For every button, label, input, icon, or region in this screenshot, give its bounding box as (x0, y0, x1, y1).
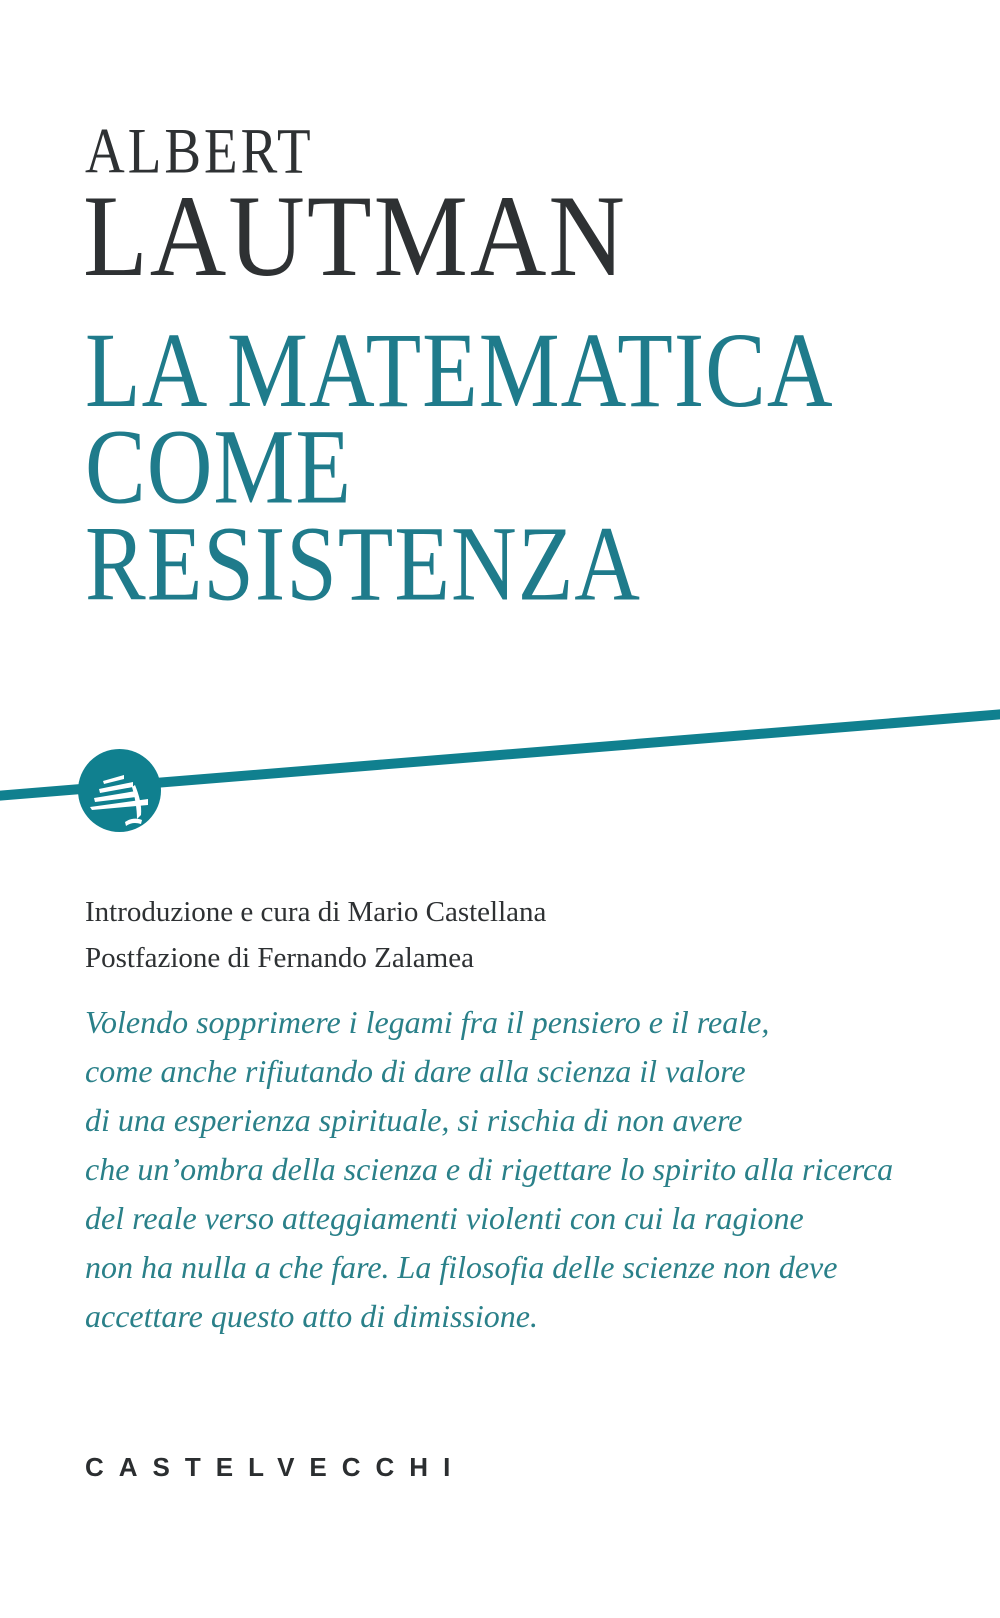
author-first-name: ALBERT (85, 114, 314, 187)
publisher-logo-badge (78, 749, 161, 832)
credits-block (85, 889, 546, 981)
quote-line-6: non ha nulla a che fare. La filosofia delle scienze non deve (85, 1249, 838, 1285)
title-line-2: COME (85, 406, 352, 527)
quote-line-1: Volendo sopprimere i legami fra il pensiero e il reale, (85, 1004, 770, 1040)
title-line-3: RESISTENZA (85, 503, 641, 623)
author-last-name: LAUTMAN (83, 171, 627, 301)
credit-line-introduction: Introduzione e cura di Mario Castellana (85, 896, 547, 928)
quote-line-5: del reale verso atteggiamenti violenti con cui la ragione (85, 1200, 804, 1236)
title-line-1: LA MATEMATICA (85, 310, 834, 430)
credit-line-afterword: Postfazione di Fernando Zalamea (85, 942, 474, 974)
quote-line-3: di una esperienza spirituale, si rischia di non avere (85, 1102, 743, 1138)
quote-line-7: accettare questo atto di dimissione. (85, 1298, 538, 1334)
castelvecchi-sketch-icon (78, 749, 161, 832)
quote-block (85, 998, 893, 1341)
quote-line-4: che un’ombra della scienza e di rigettare lo spirito alla ricerca (85, 1151, 894, 1187)
book-title (85, 310, 834, 623)
quote-line-2: come anche rifiutando di dare alla scienza il valore (85, 1053, 746, 1089)
publisher-wordmark: CASTELVECCHI (85, 1452, 466, 1482)
